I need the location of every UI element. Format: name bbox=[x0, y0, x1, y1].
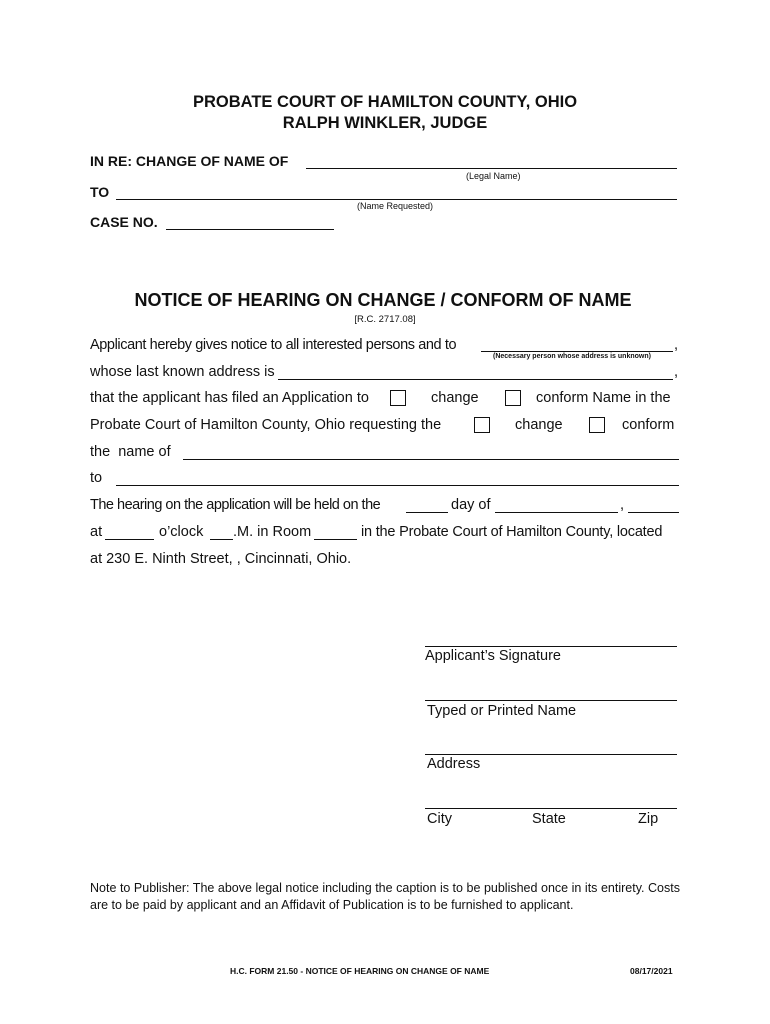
comma-1: , bbox=[674, 337, 679, 353]
case-no-label: CASE NO. bbox=[90, 214, 158, 230]
legal-name-field[interactable] bbox=[306, 168, 677, 169]
notice-line-4: Probate Court of Hamilton County, Ohio requesting the bbox=[90, 417, 442, 433]
applicant-signature-field[interactable] bbox=[425, 646, 677, 647]
form-number: H.C. FORM 21.50 - NOTICE OF HEARING ON CHANGE OF NAME bbox=[230, 966, 490, 976]
necessary-person-hint: (Necessary person whose address is unknown) bbox=[493, 353, 651, 360]
m-in-room-label: .M. in Room bbox=[233, 524, 312, 540]
court-address-line: at 230 E. Ninth Street, , Cincinnati, Ohio. bbox=[90, 551, 352, 567]
request-conform-checkbox[interactable] bbox=[589, 417, 605, 433]
at-label: at bbox=[90, 524, 103, 540]
note-to-publisher: Note to Publisher: The above legal notice including the caption is to be published once in its entirety. Costs are to be paid by applicant and an Affidavit of Publication is to be furnished to applicant. bbox=[90, 881, 680, 912]
name-of-label: the name of bbox=[90, 444, 171, 460]
typed-name-field[interactable] bbox=[425, 700, 677, 701]
typed-name-label: Typed or Printed Name bbox=[427, 703, 577, 719]
notice-title: NOTICE OF HEARING ON CHANGE / CONFORM OF NAME bbox=[134, 290, 632, 310]
to-label: TO bbox=[90, 184, 110, 200]
address-field[interactable] bbox=[425, 754, 677, 755]
applicant-signature-label: Applicant’s Signature bbox=[425, 648, 561, 664]
legal-name-hint: (Legal Name) bbox=[466, 171, 521, 181]
form-date: 08/17/2021 bbox=[630, 966, 673, 976]
city-label: City bbox=[427, 811, 452, 827]
notice-line-1: Applicant hereby gives notice to all interested persons and to bbox=[90, 337, 457, 353]
conform-name-label: conform Name in the bbox=[536, 390, 671, 406]
change-label-2: change bbox=[515, 417, 563, 433]
request-change-checkbox[interactable] bbox=[474, 417, 490, 433]
name-requested-hint: (Name Requested) bbox=[357, 201, 434, 211]
conform-label: conform bbox=[622, 417, 675, 433]
application-conform-checkbox[interactable] bbox=[505, 390, 521, 406]
court-title: PROBATE COURT OF HAMILTON COUNTY, OHIO bbox=[192, 93, 578, 111]
room-number-field[interactable] bbox=[314, 539, 357, 540]
to-new-name-field[interactable] bbox=[116, 485, 679, 486]
necessary-person-field[interactable] bbox=[481, 351, 673, 352]
comma-2: , bbox=[674, 364, 679, 380]
name-of-field[interactable] bbox=[183, 459, 679, 460]
city-state-zip-field[interactable] bbox=[425, 808, 677, 809]
hearing-day-field[interactable] bbox=[406, 512, 448, 513]
in-re-label: IN RE: CHANGE OF NAME OF bbox=[90, 153, 289, 169]
judge-name: RALPH WINKLER, JUDGE bbox=[282, 114, 488, 132]
day-of-label: day of bbox=[451, 497, 491, 513]
located-text: in the Probate Court of Hamilton County, located bbox=[361, 524, 663, 540]
zip-label: Zip bbox=[638, 811, 659, 827]
case-no-field[interactable] bbox=[166, 229, 334, 230]
comma-3: , bbox=[620, 497, 625, 513]
to-new-name-label: to bbox=[90, 470, 103, 486]
address-label: Address bbox=[427, 756, 481, 772]
notice-line-2: whose last known address is bbox=[90, 364, 275, 380]
change-label-1: change bbox=[431, 390, 479, 406]
last-known-address-field[interactable] bbox=[278, 379, 673, 380]
application-change-checkbox[interactable] bbox=[390, 390, 406, 406]
hearing-month-field[interactable] bbox=[495, 512, 618, 513]
hearing-year-field[interactable] bbox=[628, 512, 679, 513]
state-label: State bbox=[532, 811, 566, 827]
oclock-label: o’clock bbox=[159, 524, 204, 540]
statute-citation: [R.C. 2717.08] bbox=[354, 314, 416, 325]
am-pm-field[interactable] bbox=[210, 539, 233, 540]
name-requested-field[interactable] bbox=[116, 199, 677, 200]
notice-line-3: that the applicant has filed an Application to bbox=[90, 390, 369, 406]
hearing-prefix: The hearing on the application will be held on the bbox=[90, 497, 381, 513]
hearing-hour-field[interactable] bbox=[105, 539, 154, 540]
